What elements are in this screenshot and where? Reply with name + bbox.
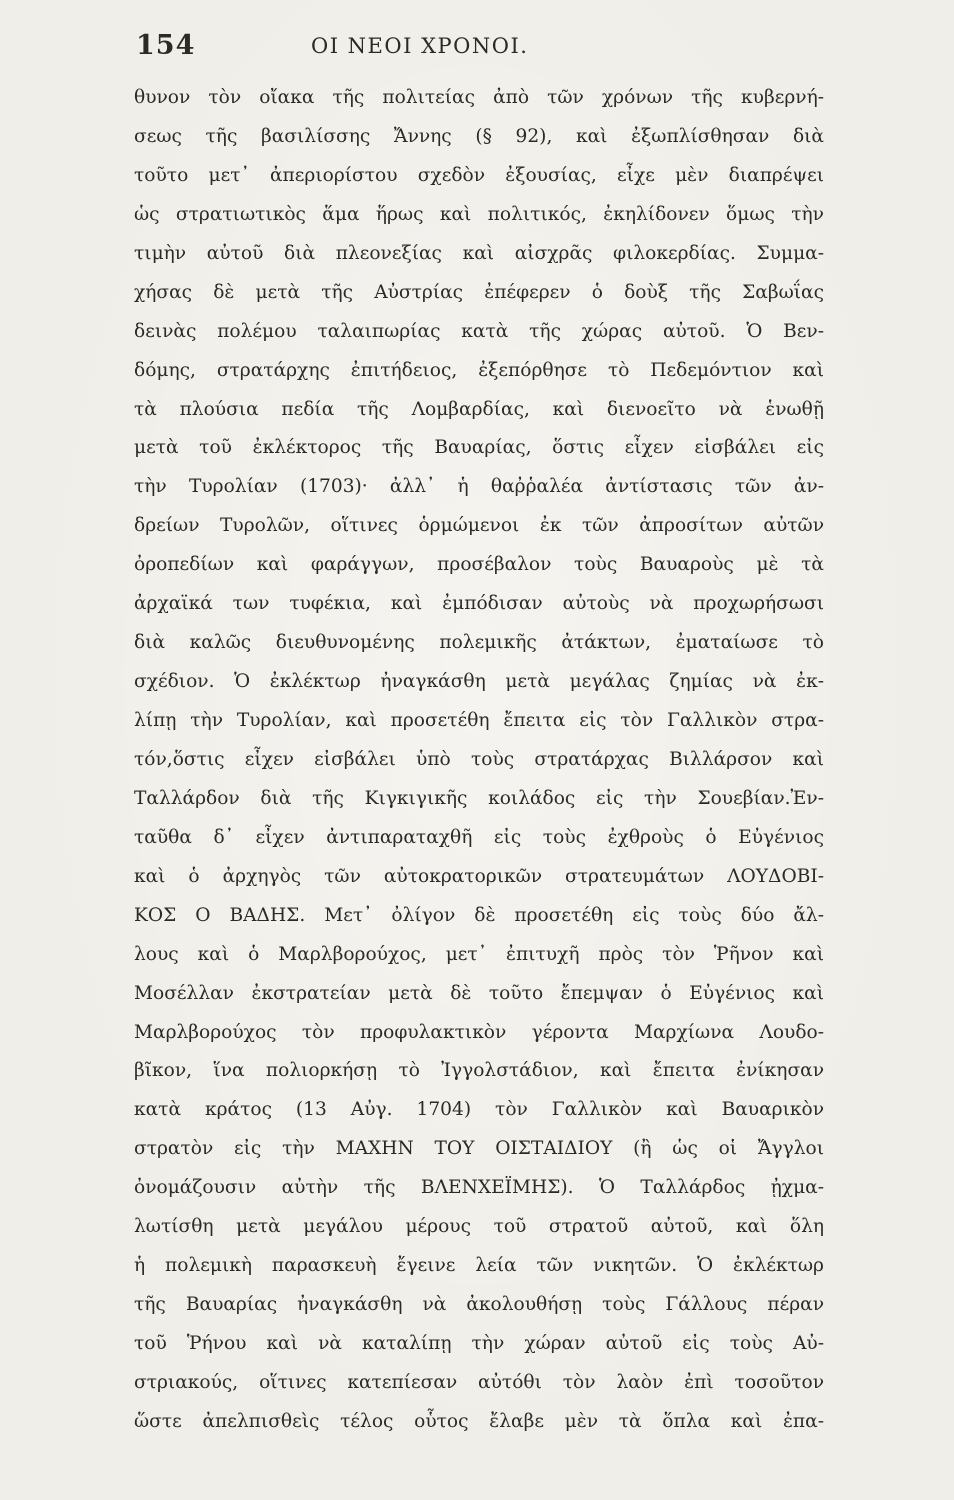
text-line: χήσας δὲ μετὰ τῆς Αὐστρίας ἐπέφερεν ὁ δοὺξ τῆς Σαβωΐας [134, 281, 824, 303]
text-line: τὴν Τυρολίαν (1703)· ἀλλ᾽ ἡ θαῤῥαλέα ἀντίστασις τῶν ἀν- [134, 476, 824, 498]
text-line: λους καὶ ὁ Μαρλβορούχος, μετ᾽ ἐπιτυχῆ πρὸς τὸν Ῥῆνον καὶ [134, 943, 824, 965]
text-line: λίπῃ τὴν Τυρολίαν, καὶ προσετέθη ἔπειτα εἰς τὸν Γαλλικὸν στρα- [134, 710, 824, 731]
text-line: σεως τῆς βασιλίσσης Ἄννης (§ 92), καὶ ἐξωπλίσθησαν διὰ [134, 125, 824, 147]
page-header [136, 30, 816, 70]
text-line: δόμης, στρατάρχης ἐπιτήδειος, ἐξεπόρθησε τὸ Πεδεμόντιον καὶ [134, 359, 824, 381]
running-title: ΟΙ ΝΕΟΙ ΧΡΟΝΟΙ. [311, 34, 529, 58]
text-line: ἀρχαϊκά των τυφέκια, καὶ ἐμπόδισαν αὐτοὺς νὰ προχωρήσωσι [134, 593, 824, 615]
text-line: τῆς Βαυαρίας ἠναγκάσθη νὰ ἀκολουθήσῃ τοὺς Γάλλους πέραν [134, 1294, 824, 1316]
text-line: μετὰ τοῦ ἐκλέκτορος τῆς Βαυαρίας, ὅστις εἶχεν εἰσβάλει εἰς [134, 437, 824, 459]
text-line: δρείων Τυρολῶν, οἵτινες ὁρμώμενοι ἐκ τῶν ἀπροσίτων αὐτῶν [134, 515, 824, 537]
text-line: στρατὸν εἰς τὴν ΜΑΧΗΝ ΤΟΥ ΟΙΣΤΑΙΔΙΟΥ (ἢ ὡς οἱ Ἄγγλοι [134, 1138, 824, 1160]
text-line: Μοσέλλαν ἐκστρατείαν μετὰ δὲ τοῦτο ἔπεμψαν ὁ Εὐγένιος καὶ [134, 982, 824, 1004]
text-line: δεινὰς πολέμου ταλαιπωρίας κατὰ τῆς χώρας αὐτοῦ. Ὁ Βεν- [134, 320, 824, 342]
text-line: ΚΟΣ Ο ΒΑΔΗΣ. Μετ᾽ ὀλίγον δὲ προσετέθη εἰς τοὺς δύο ἄλ- [134, 904, 824, 926]
text-line: ὀροπεδίων καὶ φαράγγων, προσέβαλον τοὺς Βαυαροὺς μὲ τὰ [134, 554, 824, 576]
text-line: τοῦτο μετ᾽ ἀπεριορίστου σχεδὸν ἐξουσίας, εἶχε μὲν διαπρέψει [134, 164, 824, 186]
text-line: διὰ καλῶς διευθυνομένης πολεμικῆς ἀτάκτων, ἐματαίωσε τὸ [134, 632, 824, 654]
text-line: ὀνομάζουσιν αὐτὴν τῆς ΒΛΕΝΧΕΪΜΗΣ). Ὁ Ταλλάρδος ᾐχμα- [134, 1177, 824, 1199]
text-line: ὥστε ἀπελπισθεὶς τέλος οὗτος ἔλαβε μὲν τὰ ὅπλα καὶ ἐπα- [134, 1410, 824, 1432]
text-line: τὰ πλούσια πεδία τῆς Λομβαρδίας, καὶ διενοεῖτο νὰ ἑνωθῇ [134, 398, 824, 420]
body-text [134, 79, 824, 1442]
text-line: τιμὴν αὐτοῦ διὰ πλεονεξίας καὶ αἰσχρᾶς φιλοκερδίας. Συμμα- [134, 242, 824, 264]
text-line: τοῦ Ῥήνου καὶ νὰ καταλίπῃ τὴν χώραν αὐτοῦ εἰς τοὺς Αὐ- [134, 1333, 824, 1354]
text-line: σχέδιον. Ὁ ἐκλέκτωρ ἠναγκάσθη μετὰ μεγάλας ζημίας νὰ ἐκ- [134, 671, 824, 693]
page-number: 154 [136, 30, 196, 61]
text-line: ἡ πολεμικὴ παρασκευὴ ἔγεινε λεία τῶν νικητῶν. Ὁ ἐκλέκτωρ [134, 1255, 824, 1277]
text-line: κατὰ κράτος (13 Αὐγ. 1704) τὸν Γαλλικὸν καὶ Βαυαρικὸν [134, 1099, 824, 1121]
text-line: καὶ ὁ ἀρχηγὸς τῶν αὐτοκρατορικῶν στρατευμάτων ΛΟΥΔΟΒΙ- [134, 865, 824, 887]
text-line: λωτίσθη μετὰ μεγάλου μέρους τοῦ στρατοῦ αὐτοῦ, καὶ ὅλη [134, 1216, 824, 1238]
text-line: Ταλλάρδον διὰ τῆς Κιγκιγικῆς κοιλάδος εἰς τὴν Σουεβίαν.Ἐν- [134, 787, 824, 809]
text-line: ταῦθα δ᾽ εἶχεν ἀντιπαραταχθῆ εἰς τοὺς ἐχθροὺς ὁ Εὐγένιος [134, 826, 824, 848]
text-line: στριακούς, οἵτινες κατεπίεσαν αὐτόθι τὸν λαὸν ἐπὶ τοσοῦτον [134, 1371, 824, 1393]
text-line: τόν,ὅστις εἶχεν εἰσβάλει ὑπὸ τοὺς στρατάρχας Βιλλάρσον καὶ [134, 748, 824, 770]
text-line: ὡς στρατιωτικὸς ἅμα ἥρως καὶ πολιτικός, ἐκηλίδονεν ὅμως τὴν [134, 203, 824, 225]
text-line: βῖκον, ἵνα πολιορκήσῃ τὸ Ἰγγολστάδιον, καὶ ἔπειτα ἐνίκησαν [134, 1060, 824, 1082]
text-line: θυνον τὸν οἴακα τῆς πολιτείας ἀπὸ τῶν χρόνων τῆς κυβερνή- [134, 87, 824, 108]
text-line: Μαρλβορούχος τὸν προφυλακτικὸν γέροντα Μαρχίωνα Λουδο- [134, 1021, 824, 1043]
